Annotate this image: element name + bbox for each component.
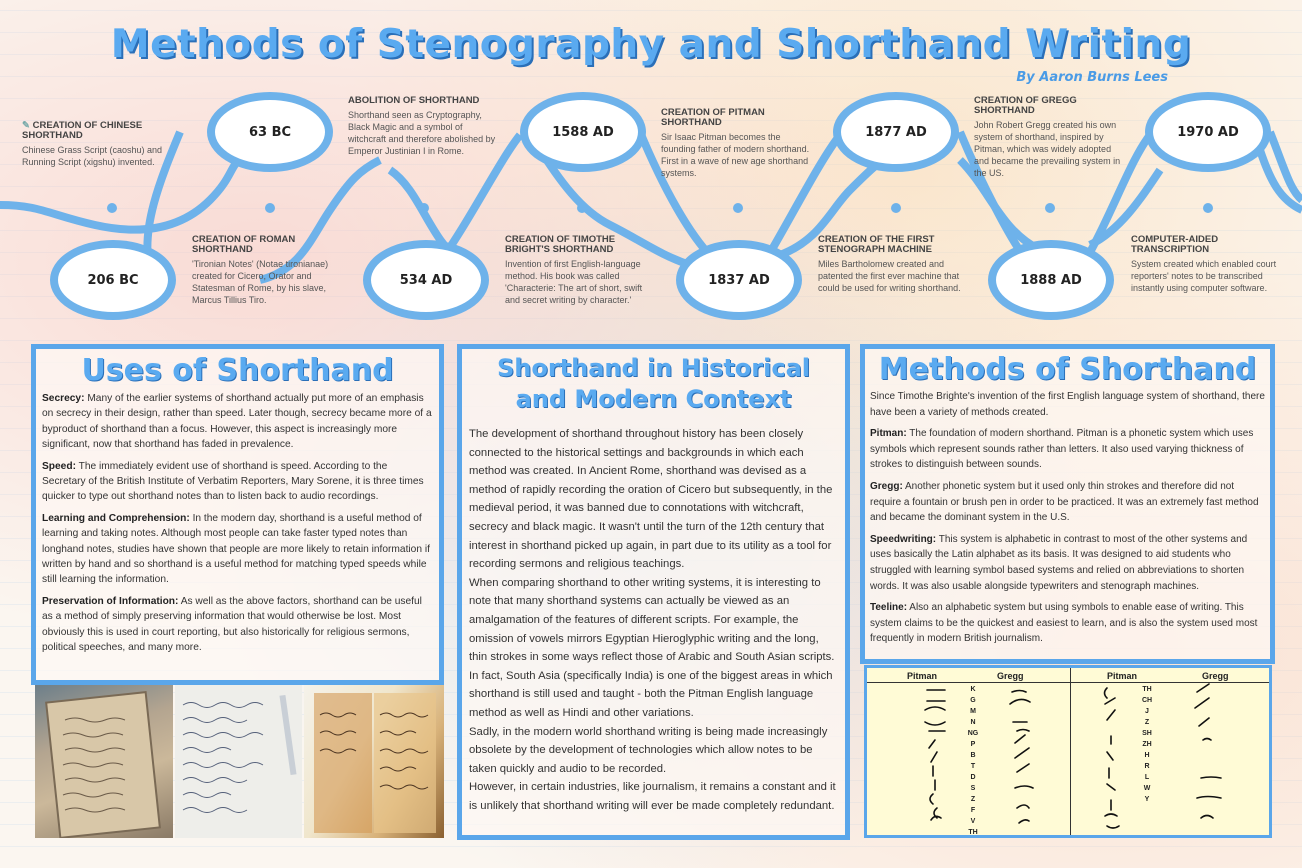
handwriting-sketch — [35, 685, 173, 838]
timeline-event — [818, 235, 968, 294]
timeline-dot — [265, 203, 275, 213]
timeline-node-1877ad: 1877 AD — [833, 92, 959, 172]
context-title-line1: Shorthand in Historical — [496, 354, 810, 382]
timeline-dot — [1045, 203, 1055, 213]
event-heading: COMPUTER-AIDED TRANSCRIPTION — [1131, 234, 1219, 255]
chart-letter: TH — [1142, 686, 1152, 693]
event-body: Chinese Grass Script (caoshu) and Running Script (xigshu) invented. — [22, 145, 163, 167]
methods-item-text: Another phonetic system but it used only thin strokes and therefore did not require a fountain or brush pen in order to be practiced. It was an extremely fast method and became the dominant system in the U.S. — [870, 480, 1259, 524]
chart-letter: Z — [970, 796, 976, 803]
pen-icon: ✎ — [22, 120, 33, 131]
timeline-node-1588ad: 1588 AD — [520, 92, 646, 172]
event-body: System created which enabled court reporters' notes to be transcribed instantly using computer software. — [1131, 259, 1277, 293]
old-book-photo — [304, 685, 444, 838]
uses-item-label: Learning and Comprehension: — [42, 512, 190, 524]
uses-item — [42, 459, 433, 505]
timeline-dot — [577, 203, 587, 213]
chart-letter: V — [970, 818, 976, 825]
context-paragraph: When comparing shorthand to other writing systems, it is interesting to note that many shorthand systems can actually be viewed as an amalgamation of the features of different scripts. For example, the omission of vowels mirrors Egyptian Hieroglyphic writing and the long, thin strokes in some ways reflect those of Arabic and South Asian scripts. In fact, South Asia (specifically India) is one of the biggest areas in which shorthand is still used and taught - both the Pitman English language method as well as Hindi and other variations. — [469, 576, 835, 719]
uses-item-label: Speed: — [42, 460, 76, 472]
chart-letter: B — [970, 752, 976, 759]
event-heading: CREATION OF THE FIRST STENOGRAPH MACHINE — [818, 234, 935, 255]
context-title-line2: and Modern Context — [515, 385, 792, 413]
notebook-photo — [35, 685, 173, 838]
chart-letter: S — [970, 785, 976, 792]
uses-panel — [31, 344, 444, 685]
chart-letter: L — [1144, 774, 1150, 781]
event-body: Shorthand seen as Cryptography, Black Magic and a symbol of witchcraft and therefore abolished by Emperor Justinian I in Rome. — [348, 110, 496, 156]
uses-item — [42, 511, 433, 588]
author-byline: By Aaron Burns Lees — [1016, 70, 1168, 85]
chart-letter: H — [1144, 752, 1150, 759]
event-heading: ✎ CREATION OF CHINESE SHORTHAND — [22, 120, 143, 141]
uses-item-text: The immediately evident use of shorthand is speed. According to the Secretary of the British Institute of Verbatim Reporters, Mary Sorene, it is three times quicker to type out shorthand notes than to listen back to audio recordings. — [42, 460, 424, 503]
shorthand-strokes — [867, 668, 1269, 835]
chart-letter: G — [970, 697, 976, 704]
chart-letter: W — [1143, 785, 1151, 792]
methods-item-text: Also an alphabetic system but using symbols to enable ease of writing. This system claims to be the quickest and easiest to learn, and is also the system used most frequently in modern British journalism. — [870, 602, 1258, 645]
timeline-node-1970ad: 1970 AD — [1145, 92, 1271, 172]
timeline-node-1837ad: 1837 AD — [676, 240, 802, 320]
chart-letter: D — [970, 774, 976, 781]
chart-letter: R — [1144, 763, 1150, 770]
timeline-event — [22, 121, 192, 168]
chart-header: Pitman — [1107, 671, 1138, 681]
chart-letter: Z — [1144, 719, 1150, 726]
uses-title: Uses of Shorthand — [81, 353, 394, 388]
uses-item-label: Secrecy: — [42, 393, 85, 404]
event-body: John Robert Gregg created his own system of shorthand, inspired by Pitman, which was widely adopted and became the prevailing system in the US. — [974, 120, 1121, 178]
context-paragraph: The development of shorthand throughout history has been closely connected to the historical settings and backgrounds in which each method was created. In Ancient Rome, shorthand was devised as a method of rapidly recording the oration of Cicero but subsequently, in the medieval period, it was banned due to connotations with witchcraft, secrecy and black magic. It wasn't until the turn of the 12th century that interest in shorthand picked up again, in part due to its utility as a tool for recording sermons and religious teachings. — [469, 428, 833, 571]
page-title: Methods of Stenography and Shorthand Writing — [110, 22, 1192, 67]
timeline-node-63bc: 63 BC — [207, 92, 333, 172]
timeline-node-206bc: 206 BC — [50, 240, 176, 320]
timeline-dot — [891, 203, 901, 213]
uses-item — [42, 391, 433, 453]
uses-item-text: In the modern day, shorthand is a useful method of learning and taking notes. Although most people can take faster typed notes than longhand notes, studies have shown that people are more likely to retain information if written by hand and so shorthand is a useful method for matching typed speeds while still learning the information. — [42, 512, 430, 586]
timeline-node-534ad: 534 AD — [363, 240, 489, 320]
uses-item — [42, 594, 433, 656]
context-paragraph: However, in certain industries, like journalism, it remains a constant and it is unlikely that shorthand writing will ever be made completely redundant. — [469, 781, 836, 812]
chart-letter: Y — [1144, 796, 1150, 803]
chart-letter: P — [970, 741, 976, 748]
timeline-event — [348, 96, 498, 157]
uses-item-text: As well as the above factors, shorthand can be useful as a method of simply preserving information that would otherwise be lost. Most obviously this is used in court reporting, but also historically for religious sermons, political speeches, and many more. — [42, 595, 422, 654]
chart-header: Pitman — [907, 671, 938, 681]
uses-item-label: Preservation of Information: — [42, 595, 179, 607]
methods-title: Methods of Shorthand — [878, 352, 1257, 387]
methods-intro: Since Timothe Brighte's invention of the first English language system of shorthand, there have been a variety of methods created. — [870, 391, 1265, 418]
timeline-dot — [419, 203, 429, 213]
chart-letter: SH — [1142, 730, 1152, 737]
event-heading: CREATION OF PITMAN SHORTHAND — [661, 107, 765, 128]
chart-letter: N — [970, 719, 976, 726]
chart-letter: M — [970, 708, 976, 715]
chart-letter: ZH — [1142, 741, 1152, 748]
chart-letter: CH — [1141, 697, 1153, 704]
chart-letter: F — [970, 807, 976, 814]
chart-letter: NG — [967, 730, 979, 737]
context-paragraph: Sadly, in the modern world shorthand writing is being made increasingly obsolete by the development of technologies which allow notes to be taken quickly and audio to be recorded. — [469, 725, 828, 775]
event-heading: CREATION OF TIMOTHE BRIGHT'S SHORTHAND — [505, 234, 616, 255]
handwriting-sketch — [175, 685, 302, 838]
event-body: Sir Isaac Pitman becomes the founding father of modern shorthand. First in a wave of new age shorthand systems. — [661, 132, 810, 178]
timeline-event — [192, 235, 342, 306]
methods-item-label: Gregg: — [870, 480, 903, 492]
methods-item-text: This system is alphabetic in contrast to most of the other systems and uses basically the Latin alphabet as its basis. It was designed to aid students who struggled with learning symbol based systems and relied on abbreviations to shorten words. It was also usable alongside typewriters and stenograph machines. — [870, 533, 1248, 592]
chart-header: Gregg — [997, 671, 1024, 681]
methods-item-label: Teeline: — [870, 602, 908, 614]
chart-letter: J — [1145, 708, 1149, 715]
timeline-event — [505, 235, 655, 306]
handwriting-sketch — [304, 685, 444, 838]
timeline-event — [661, 108, 811, 179]
timeline-dot — [107, 203, 117, 213]
methods-item — [870, 426, 1265, 473]
methods-item-label: Speedwriting: — [870, 533, 937, 545]
event-body: 'Tironian Notes' (Notae tironianae) created for Cicero, Orator and Statesman of Rome, by his slave, Marcus Tillius Tiro. — [192, 259, 329, 305]
event-heading: CREATION OF GREGG SHORTHAND — [974, 95, 1077, 116]
timeline-node-1888ad: 1888 AD — [988, 240, 1114, 320]
methods-panel — [860, 344, 1275, 664]
chart-letter: K — [970, 686, 976, 693]
chart-letter: T — [970, 763, 976, 770]
chart-header: Gregg — [1202, 671, 1229, 681]
methods-item-text: The foundation of modern shorthand. Pitman is a phonetic system which uses symbols which represent sounds rather than letters. It also used varying thickness of strokes to distinguish between sounds. — [870, 428, 1254, 471]
chart-letter: TH — [968, 829, 978, 836]
event-body: Invention of first English-language method. His book was called 'Characterie: The art of short, swift and secret writing by character.' — [505, 259, 643, 305]
methods-item-label: Pitman: — [870, 428, 907, 440]
pitman-gregg-chart — [864, 665, 1272, 838]
timeline-dot — [733, 203, 743, 213]
notes-photo — [175, 685, 302, 838]
methods-item — [870, 532, 1265, 594]
event-heading: CREATION OF ROMAN SHORTHAND — [192, 234, 296, 255]
methods-item — [870, 600, 1265, 647]
event-heading: ABOLITION OF SHORTHAND — [348, 95, 480, 106]
timeline-event — [1131, 235, 1281, 294]
timeline-dot — [1203, 203, 1213, 213]
uses-item-text: Many of the earlier systems of shorthand actually put more of an emphasis on secrecy in their design, rather than speed. Later though, secrecy became more of a byproduct of shorthand than a focus. However, this aspect is increasingly more significant, now that shorthand has faded in prevalence. — [42, 393, 432, 451]
event-body: Miles Bartholomew created and patented the first ever machine that could be used for writing shorthand. — [818, 259, 961, 293]
context-panel — [457, 344, 850, 840]
methods-item — [870, 479, 1265, 526]
timeline-event — [974, 96, 1124, 179]
